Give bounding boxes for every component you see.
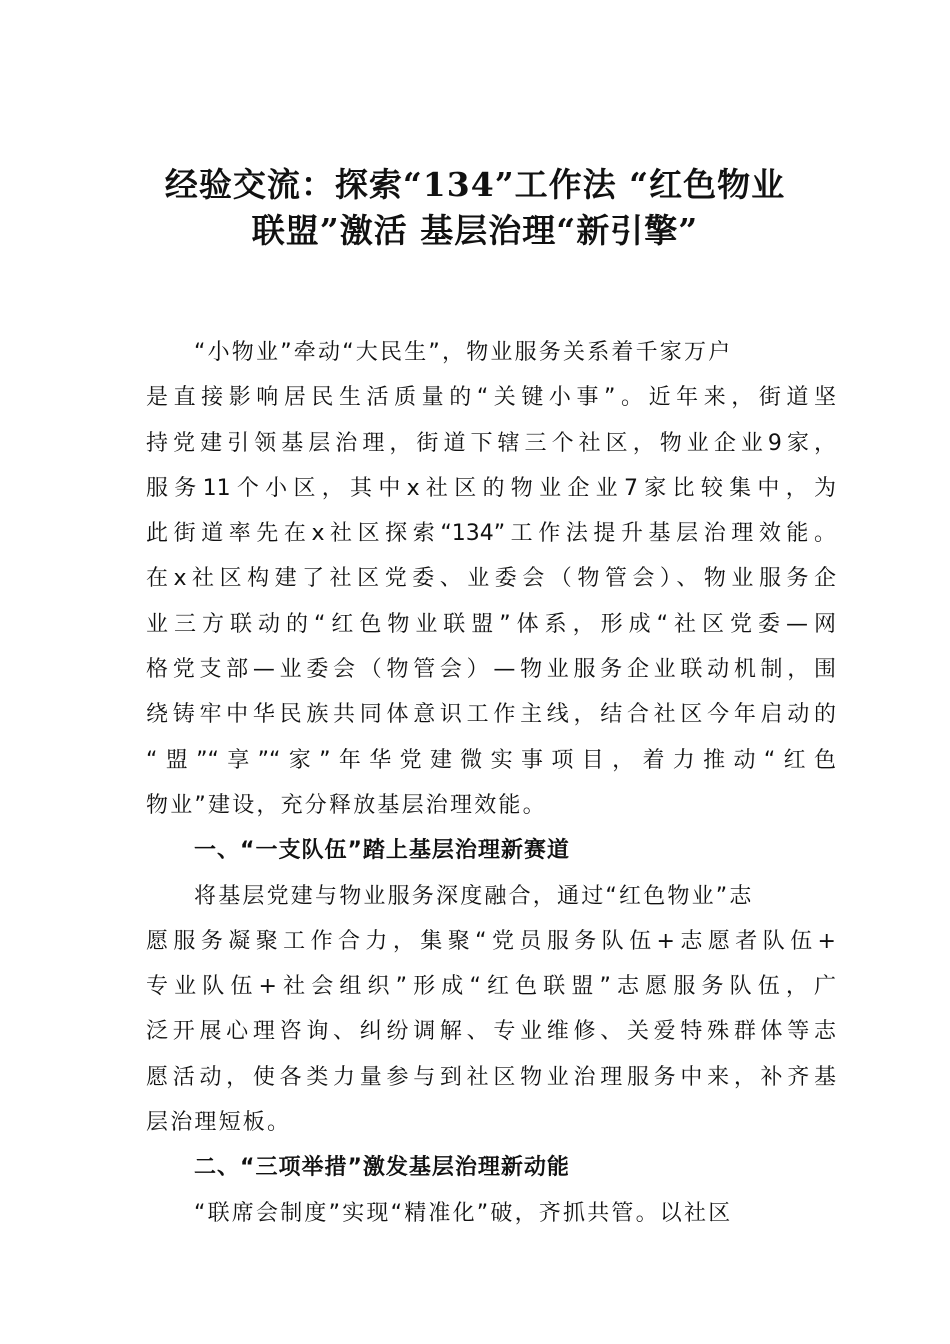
paragraph-line: 愿服务凝聚工作合力，集聚“党员服务队伍+志愿者队伍+ — [146, 928, 836, 954]
section-heading-1: 一、“一支队伍”踏上基层治理新赛道 — [194, 838, 570, 864]
paragraph-line: 是直接影响居民生活质量的“关键小事”。近年来，街道坚 — [146, 385, 836, 411]
paragraph-line: 此街道率先在x社区探索“134”工作法提升基层治理效能。 — [146, 521, 836, 547]
paragraph-section-2 — [146, 1191, 836, 1236]
paragraph-line: 物业”建设，充分释放基层治理效能。 — [146, 792, 547, 818]
paragraph-intro — [146, 330, 836, 828]
paragraph-line: 层治理短板。 — [146, 1110, 292, 1136]
paragraph-section-1 — [146, 874, 836, 1146]
document-title-line-2: 联盟”激活 基层治理“新引擎” — [251, 211, 699, 250]
paragraph-line: 将基层党建与物业服务深度融合，通过“红色物业”志 — [194, 883, 754, 909]
paragraph-line: 在x社区构建了社区党委、业委会（物管会）、物业服务企 — [146, 566, 836, 592]
paragraph-line: “小物业”牵动“大民生”，物业服务关系着千家万户 — [194, 340, 733, 365]
document-body — [146, 330, 836, 1236]
document-title-line-1: 经验交流：探索“134”工作法 “红色物业 — [164, 165, 786, 204]
paragraph-line: 格党支部—业委会（物管会）—物业服务企业联动机制，围 — [146, 657, 836, 683]
paragraph-line: 服务11个小区，其中x社区的物业企业7家比较集中，为 — [146, 475, 836, 501]
paragraph-line: 愿活动，使各类力量参与到社区物业治理服务中来，补齐基 — [146, 1064, 836, 1090]
paragraph-line: 持党建引领基层治理，街道下辖三个社区，物业企业9家， — [146, 430, 836, 456]
paragraph-line: 专业队伍+社会组织”形成“红色联盟”志愿服务队伍，广 — [146, 974, 836, 1000]
paragraph-line: “联席会制度”实现“精准化”破，齐抓共管。以社区 — [194, 1200, 733, 1226]
paragraph-line: 泛开展心理咨询、纠纷调解、专业维修、关爱特殊群体等志 — [146, 1019, 836, 1045]
paragraph-line: 业三方联动的“红色物业联盟”体系，形成“社区党委—网 — [146, 611, 836, 637]
paragraph-line: “盟”“享”“家”年华党建微实事项目，着力推动“红色 — [146, 747, 836, 773]
section-heading-2: 二、“三项举措”激发基层治理新动能 — [194, 1155, 570, 1181]
paragraph-line: 绕铸牢中华民族共同体意识工作主线，结合社区今年启动的 — [146, 702, 836, 728]
